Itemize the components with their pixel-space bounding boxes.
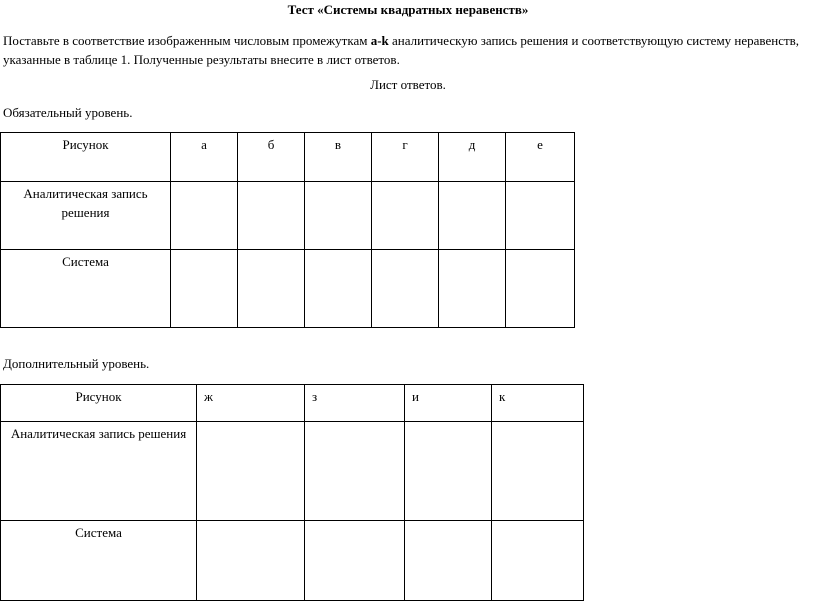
table-cell[interactable] [492, 422, 584, 521]
table-header-cell: Рисунок [1, 133, 171, 182]
table-row [1, 133, 575, 182]
table-row [1, 521, 584, 601]
table-row [1, 385, 584, 422]
table-cell[interactable] [372, 250, 439, 328]
table-cell[interactable]: б [238, 133, 305, 182]
instruction-text-part1: Поставьте в соответствие изображенным числовым промежуткам [3, 33, 371, 48]
table-cell[interactable] [197, 521, 305, 601]
table-header-cell: Аналитическая запись решения [1, 422, 197, 521]
table-cell[interactable] [439, 182, 506, 250]
table-cell[interactable]: в [305, 133, 372, 182]
table-header-cell: Рисунок [1, 385, 197, 422]
table-cell[interactable] [238, 250, 305, 328]
table-cell[interactable]: и [405, 385, 492, 422]
table-cell[interactable] [305, 422, 405, 521]
table-cell[interactable] [305, 250, 372, 328]
additional-answer-table [0, 384, 584, 601]
mandatory-answer-table [0, 132, 575, 328]
instruction-text-part2: аналитическую запись решения и соответствующую систему неравенств, указанные в таблице 1. Полученные результаты внесите в лист ответов. [3, 33, 800, 67]
table-cell[interactable] [372, 182, 439, 250]
table-cell[interactable] [439, 250, 506, 328]
answer-sheet-heading: Лист ответов. [370, 77, 446, 92]
table-cell[interactable]: д [439, 133, 506, 182]
table-row [1, 250, 575, 328]
table-cell[interactable]: г [372, 133, 439, 182]
table-cell[interactable] [238, 182, 305, 250]
additional-level-label: Дополнительный уровень. [3, 356, 150, 371]
instruction-bold-range: a-k [370, 33, 389, 48]
table-header-cell: Система [1, 521, 197, 601]
table-header-cell: Аналитическая запись решения [1, 182, 171, 250]
table-cell[interactable]: е [506, 133, 575, 182]
table-row [1, 182, 575, 250]
mandatory-level-label: Обязательный уровень. [3, 105, 133, 120]
table-cell[interactable] [197, 422, 305, 521]
table-cell[interactable] [305, 182, 372, 250]
table-cell[interactable] [405, 422, 492, 521]
table-cell[interactable] [405, 521, 492, 601]
table-row [1, 422, 584, 521]
table-cell[interactable] [506, 182, 575, 250]
table-cell[interactable] [492, 521, 584, 601]
table-cell[interactable]: з [305, 385, 405, 422]
instruction-paragraph [3, 31, 803, 69]
table-cell[interactable] [171, 182, 238, 250]
page-title: Тест «Системы квадратных неравенств» [287, 2, 529, 17]
table-cell[interactable]: к [492, 385, 584, 422]
table-cell[interactable]: а [171, 133, 238, 182]
table-cell[interactable] [171, 250, 238, 328]
table-cell[interactable] [305, 521, 405, 601]
table-header-cell: Система [1, 250, 171, 328]
table-cell[interactable] [506, 250, 575, 328]
table-cell[interactable]: ж [197, 385, 305, 422]
